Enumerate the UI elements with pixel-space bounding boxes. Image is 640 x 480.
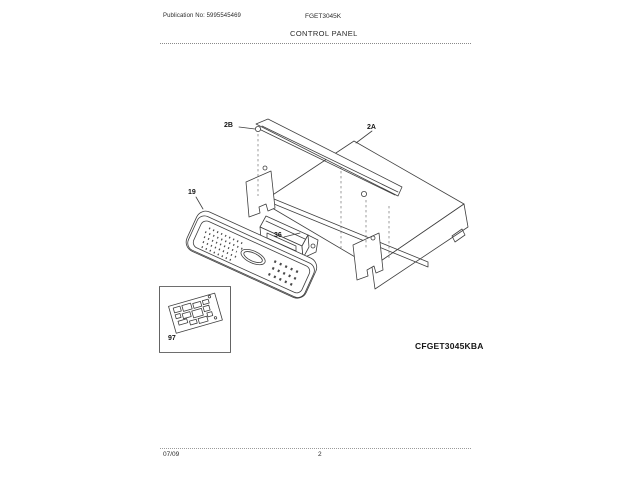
publication-number: Publication No: 5995545469 xyxy=(163,13,241,19)
callout-2b: 2B xyxy=(224,122,233,129)
callout-19: 19 xyxy=(188,189,196,196)
callout-97: 97 xyxy=(168,335,176,342)
footer-rule xyxy=(160,448,471,449)
footer-date: 07/09 xyxy=(163,451,180,458)
page-title: CONTROL PANEL xyxy=(290,29,358,38)
callout-2a: 2A xyxy=(367,124,376,131)
variant-code: CFGET3045KBA xyxy=(415,341,484,351)
footer-page-number: 2 xyxy=(318,451,322,458)
callout-36: 36 xyxy=(274,232,282,239)
model-number: FGET3045K xyxy=(305,13,342,20)
part-97-control-board-inset xyxy=(160,287,231,353)
